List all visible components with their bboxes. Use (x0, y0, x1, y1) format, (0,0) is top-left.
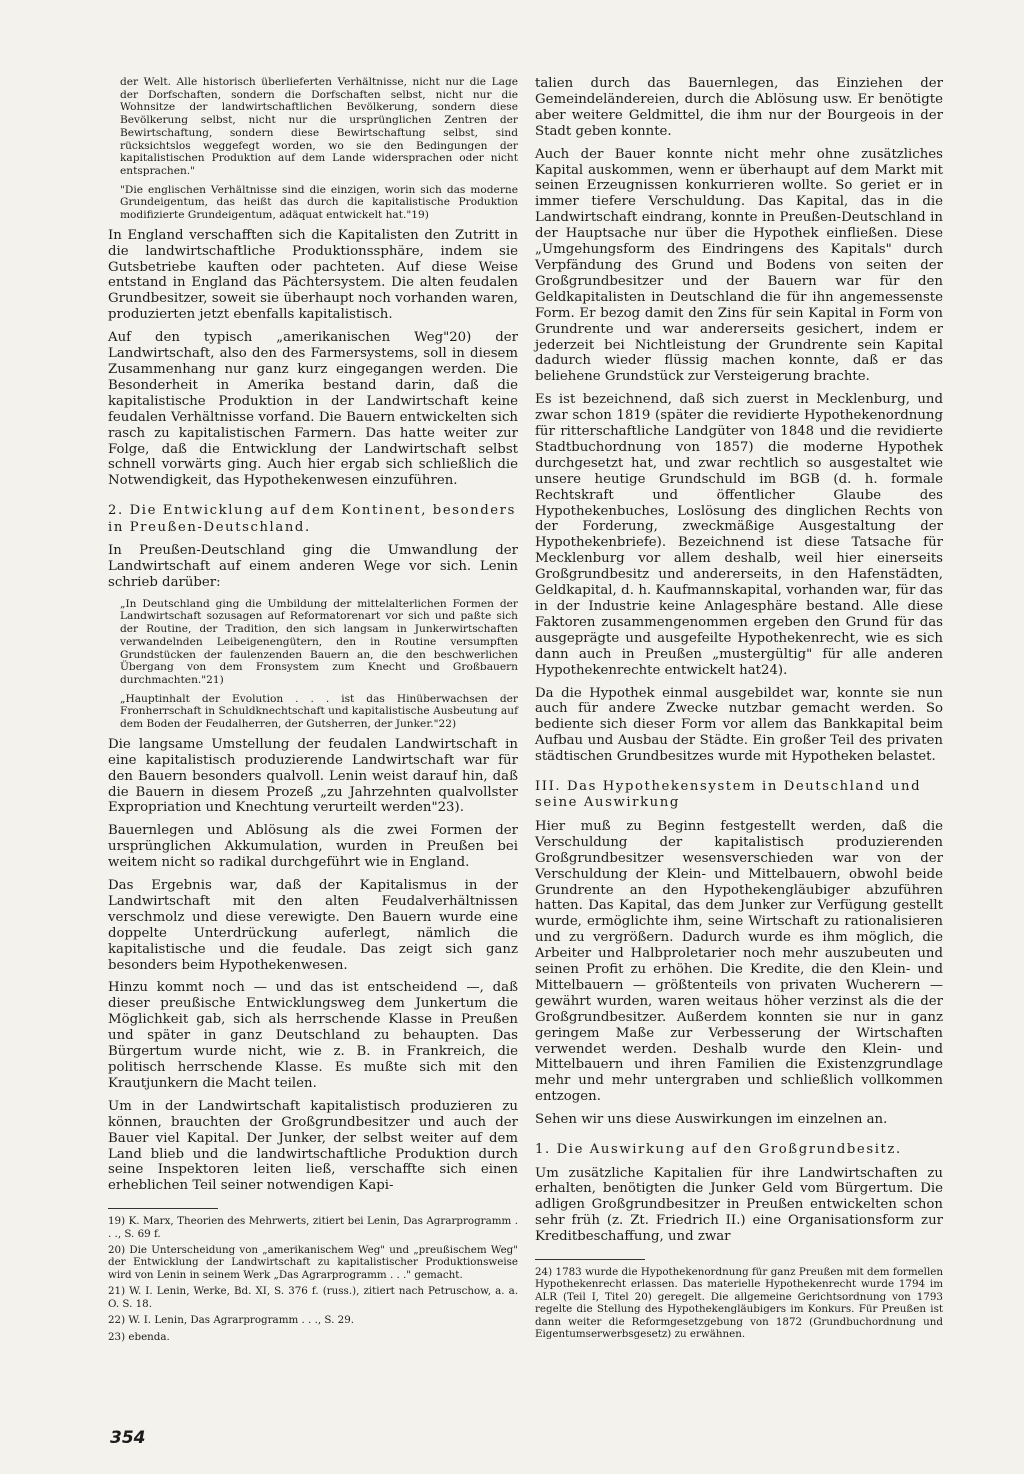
block-quote: „In Deutschland ging die Umbildung der mittelalterlichen Formen der Landwirtschaft sozusagen auf Reformatorenart vor sich und paßte sich der Routine, der Tradition, den sich langsam in Junkerwirtschaften verwandelnden Leibeigenengütern, den in Routine versumpften Grundstücken der faulenzenden Bauern an, die den beschwerlichen Übergang von dem Fronsystem zum Knecht und Großbauern durchmachten."21) (120, 597, 518, 686)
paragraph: Sehen wir uns diese Auswirkungen im einzelnen an. (535, 1112, 888, 1128)
paragraph: Um zusätzliche Kapitalien für ihre Landwirtschaften zu erhalten, benötigten die Junker Geld vom Bürgertum. Die adligen Großgrundbesitzer in Preußen entwickelten schon sehr früh (z. Zt. Friedrich II.) eine Organisationsform zur Kreditbeschaffung, und zwar (535, 1165, 943, 1245)
paragraph: Um in der Landwirtschaft kapitalistisch produzieren zu können, brauchten der Großgrundbesitzer und auch der Bauer viel Kapital. Der Junker, der selbst weiter auf dem Land blieb und die landwirtschaftliche Produktion durch seine Inspektoren leiten ließ, verschaffte sich einen erheblichen Teil seiner notwendigen Kapi- (108, 1098, 518, 1194)
paragraph: Hier muß zu Beginn festgestellt werden, daß die Verschuldung der kapitalistisch produzierenden Großgrundbesitzer wesensverschieden war von der Verschuldung der Klein- und Mittelbauern, obwohl beide Grundrente an den Hypothekengläubiger abzuführen hatten. Das Kapital, das dem Junker zur Verfügung gestellt wurde, ermöglichte ihm, seine Wirtschaft zu rationalisieren und zu vergrößern. Dadurch wurde es ihm möglich, die Arbeiter und Halbproletarier noch mehr auszubeuten und seinen Profit zu erhöhen. Die Kredite, die den Klein- und Mittelbauern — größtenteils von privaten Wucherern — gewährt wurden, waren weitaus höher verzinst als die der Großgrundbesitzer. Außerdem konnten sie nur in ganz geringem Maße zur Verbesserung der Wirtschaften verwendet werden. Deshalb wurde den Klein- und Mittelbauern und ihren Familien die Existenzgrundlage mehr und mehr untergraben und schließlich vollkommen entzogen. (535, 818, 943, 1105)
paragraph: Auch der Bauer konnte nicht mehr ohne zusätzliches Kapital auskommen, wenn er überhaupt auf dem Markt mit seinen Erzeugnissen konkurrieren wollte. So geriet er in immer tiefere Verschuldung. Das Kapital, das in die Landwirtschaft eindrang, konnte in Preußen-Deutschland in der Hauptsache nur über die Hypothek einfließen. Diese „Umgehungsform des Eindringens des Kapitals" durch Verpfändung des Grund und Bodens von seiten der Großgrundbesitzer und der Bauern war für den Geldkapitalisten in Deutschland die für ihn angemessenste Form. Er bezog damit den Zins für sein Kapital in Form von Grundrente und war andererseits gesichert, indem er jederzeit bei Nichtleistung der Grundrente sein Kapital dadurch wieder flüssig machen konnte, daß er das beliehene Grundstück zur Versteigerung brachte. (535, 146, 943, 385)
paragraph: talien durch das Bauernlegen, das Einziehen der Gemeindeländereien, durch die Ablösung usw. Er benötigte aber weitere Geldmittel, die ihm nur der Bourgeois in der Stadt geben konnte. (535, 76, 943, 139)
footnote: 22) W. I. Lenin, Das Agrarprogramm . . ., S. 29. (108, 1314, 355, 1327)
footnote: 19) K. Marx, Theorien des Mehrwerts, zitiert bei Lenin, Das Agrarprogramm . . ., S. 69 f. (108, 1215, 518, 1240)
footnote: 20) Die Unterscheidung von „amerikanischem Weg" und „preußischem Weg" der Entwicklung der Landwirtschaft zu kapitalistischer Produktionsweise wird von Lenin in seinem Werk „Das Agrarprogramm . . ." gemacht. (108, 1244, 518, 1281)
paragraph: Auf den typisch „amerikanischen Weg"20) der Landwirtschaft, also den des Farmersystems, soll in diesem Zusammenhang nur ganz kurz eingegangen werden. Die Besonderheit in Amerika bestand darin, daß die kapitalistische Produktion in der Landwirtschaft keine feudalen Verhältnisse vorfand. Die Bauern entwickelten sich rasch zu kapitalistischen Farmern. Das hatte weiter zur Folge, daß die Entwicklung der Landwirtschaft selbst schnell vorwärts ging. Auch hier ergab sich schließlich die Notwendigkeit, das Hypothekenwesen einzuführen. (108, 330, 518, 489)
block-quote: "Die englischen Verhältnisse sind die einzigen, worin sich das moderne Grundeigentum, das heißt das durch die kapitalistische Produktion modifizierte Grundeigentum, adäquat entwickelt hat."19) (120, 183, 518, 222)
left-column (108, 76, 518, 1347)
paragraph: In Preußen-Deutschland ging die Umwandlung der Landwirtschaft auf einem anderen Wege vor sich. Lenin schrieb darüber: (108, 543, 518, 590)
paragraph: Hinzu kommt noch — und das ist entscheidend —, daß dieser preußische Entwicklungsweg dem Junkertum die Möglichkeit gab, sich als herrschende Klasse in Preußen und später in ganz Deutschland zu behaupten. Das Bürgertum wurde nicht, wie z. B. in Frankreich, die politisch herrschende Klasse. Es mußte sich mit den Krautjunkern die Macht teilen. (108, 980, 518, 1091)
right-column (535, 76, 943, 1344)
paragraph: Es ist bezeichnend, daß sich zuerst in Mecklenburg, und zwar schon 1819 (später die revidierte Hypothekenordnung für ritterschaftliche Landgüter von 1848 und die revidierte Stadtbuchordnung von 1857) die moderne Hypothek durchgesetzt hat, und zwar rechtlich so ausgestaltet wie unsere heutige Grundschuld im BGB (d. h. formale Rechtskraft und öffentlicher Glaube des Hypothekenbuches, Loslösung des dinglichen Rechts von der Forderung, zweckmäßige Ausgestaltung der Hypothekenbriefe). Bezeichnend ist diese Tatsache für Mecklenburg vor allem deshalb, weil hier einerseits Großgrundbesitz und andererseits, in den Hafenstädten, Geldkapital, d. h. Kaufmannskapital, vorhanden war, für das in der Industrie keine Anlagesphäre bestand. Alle diese Faktoren zusammengenommen ergeben den Grund für das ausgeprägte und ausgefeilte Hypothekenrecht, wie es sich dann auch in Preußen „mustergültig" für alle anderen Hypothekenrechte entwickelt hat24). (535, 392, 943, 678)
paragraph: Die langsame Umstellung der feudalen Landwirtschaft in eine kapitalistisch produzierende Landwirtschaft war für den Bauern besonders qualvoll. Lenin weist darauf hin, daß die Bauern in diesem Prozeß „zu Jahrzehnten qualvollster Expropriation und Knechtung verurteilt werden"23). (108, 736, 518, 816)
footnote: 24) 1783 wurde die Hypothekenordnung für ganz Preußen mit dem formellen Hypothekenrecht erlassen. Das materielle Hypothekenrecht wurde 1794 im ALR (Teil I, Titel 20) geregelt. Die allgemeine Gerichtsordnung von 1793 regelte die Stellung des Hypothekengläubigers im Konkurs. Für Preußen ist dann weiter die Reformgesetzgebung von 1872 (Grundbuchordnung und Eigentumserwerbsgesetz) zu erwähnen. (535, 1266, 943, 1341)
block-quote: der Welt. Alle historisch überlieferten Verhältnisse, nicht nur die Lage der Dorfschaften, sondern die Dorfschaften selbst, nicht nur die Wohnsitze der landwirtschaftlichen Bevölkerung, sondern diese Bevölkerung selbst, nicht nur die ursprünglichen Zentren der Bewirtschaftung, sondern diese Bewirtschaftung selbst, sind rücksichtslos weggefegt worden, wo sie den Bedingungen der kapitalistischen Produktion auf dem Lande widersprachen oder nicht entsprachen." (120, 76, 518, 177)
paragraph: In England verschafften sich die Kapitalisten den Zutritt in die landwirtschaftliche Produktionssphäre, indem sie Gutsbetriebe kauften oder pachteten. Auf diese Weise entstand in England das Pächtersystem. Die alten feudalen Grundbesitzer, soweit sie überhaupt noch vorhanden waren, produzierten jetzt ebenfalls kapitalistisch. (108, 227, 518, 323)
footnote: 23) ebenda. (108, 1330, 170, 1343)
block-quote: „Hauptinhalt der Evolution . . . ist das Hinüberwachsen der Fronherrschaft in Schuldknechtschaft und kapitalistische Ausbeutung auf dem Boden der Feudalherren, der Gutsherren, der Junker."22) (120, 692, 518, 731)
section-heading: III. Das Hypothekensystem in Deutschland und seine Auswirkung (535, 779, 922, 811)
page-number: 354 (110, 1428, 146, 1448)
paragraph: Da die Hypothek einmal ausgebildet war, konnte sie nun auch für andere Zwecke nutzbar gemacht werden. So bediente sich dieser Form vor allem das Bankkapital beim Aufbau und Ausbau der Städte. Ein großer Teil des privaten städtischen Grundbesitzes wurde mit Hypotheken belastet. (535, 685, 943, 765)
paragraph: Das Ergebnis war, daß der Kapitalismus in der Landwirtschaft mit den alten Feudalverhältnissen verschmolz und diese verewigte. Den Bauern wurde eine doppelte Unterdrückung auferlegt, nämlich die kapitalistische und die feudale. Das zeigt sich ganz besonders beim Hypothekenwesen. (108, 878, 518, 973)
section-heading: 2. Die Entwicklung auf dem Kontinent, besonders in Preußen-Deutschland. (108, 503, 516, 535)
footnote-divider (535, 1259, 645, 1260)
footnote-divider (108, 1208, 218, 1209)
footnote: 21) W. I. Lenin, Werke, Bd. XI, S. 376 f. (russ.), zitiert nach Petruschow, a. a. O. S. 18. (108, 1285, 518, 1310)
paragraph: Bauernlegen und Ablösung als die zwei Formen der ursprünglichen Akkumulation, wurden in Preußen bei weitem nicht so radikal durchgeführt wie in England. (108, 823, 518, 871)
subsection-heading: 1. Die Auswirkung auf den Großgrundbesitz. (535, 1142, 902, 1158)
